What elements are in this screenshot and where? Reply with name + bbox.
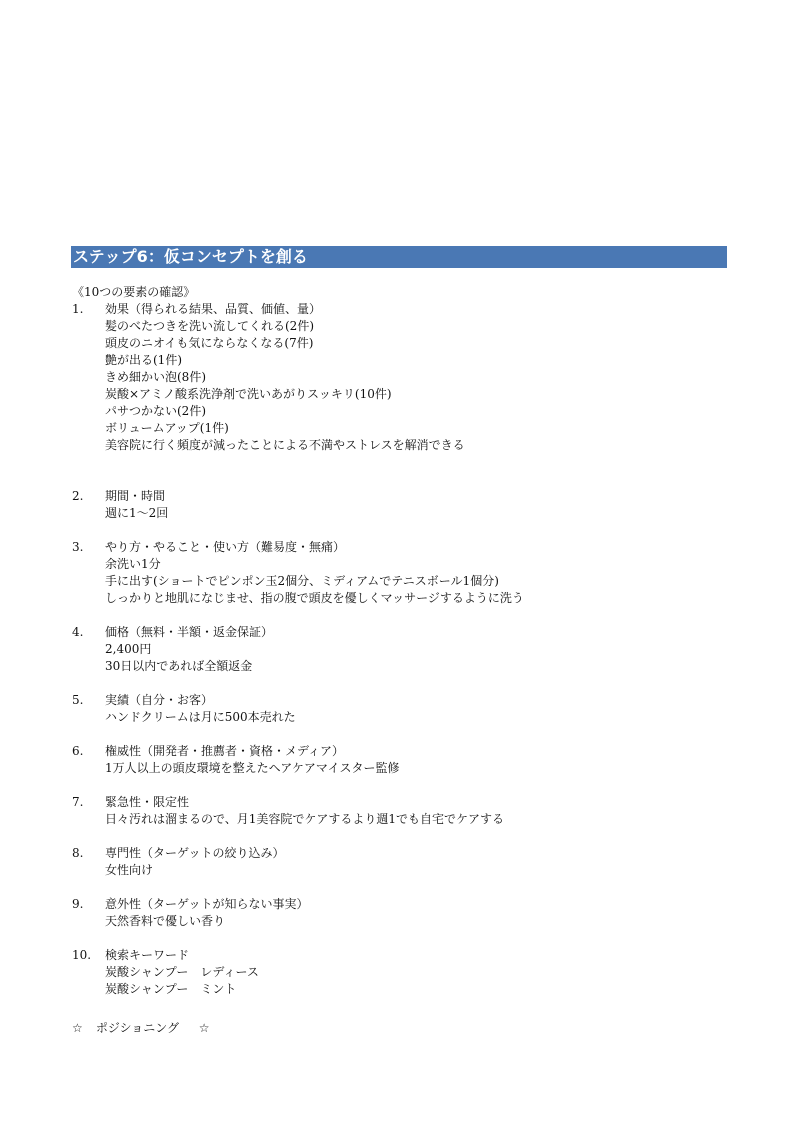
list-item <box>72 794 752 828</box>
item-number: 8. <box>72 846 84 860</box>
item-title: 実績（自分・お客） <box>105 693 214 707</box>
item-line: 炭酸シャンプー レディース <box>105 965 259 979</box>
item-line: 頭皮のニオイも気にならなくなる(7件) <box>105 336 314 350</box>
item-number: 4. <box>72 625 84 639</box>
item-title: 検索キーワード <box>105 948 190 962</box>
item-number: 6. <box>72 744 84 758</box>
item-line: 1万人以上の頭皮環境を整えたヘアケアマイスター監修 <box>105 761 400 775</box>
list-item <box>72 692 752 726</box>
list-item <box>72 488 752 522</box>
item-line: 2,400円 <box>105 642 152 656</box>
item-line: 30日以内であれば全額返金 <box>105 659 253 673</box>
item-line: 炭酸×アミノ酸系洗浄剤で洗いあがりスッキリ(10件) <box>105 387 392 401</box>
item-line: 天然香料で優しい香り <box>105 914 226 928</box>
item-number: 7. <box>72 795 84 809</box>
item-line: 週に1～2回 <box>105 506 169 520</box>
item-title: 権威性（開発者・推薦者・資格・メディア） <box>105 744 345 758</box>
item-title: やり方・やること・使い方（難易度・無痛） <box>105 540 346 554</box>
star-icon: ☆ <box>198 1021 210 1035</box>
item-number: 9. <box>72 897 84 911</box>
list-item <box>72 301 752 454</box>
list-item <box>72 624 752 675</box>
item-line: ハンドクリームは月に500本売れた <box>105 710 296 724</box>
item-title: 専門性（ターゲットの絞り込み） <box>105 846 285 860</box>
item-number: 1. <box>72 302 84 316</box>
item-title: 価格（無料・半額・返金保証） <box>105 625 274 639</box>
item-line: 余洗い1分 <box>105 557 161 571</box>
item-line: 炭酸シャンプー ミント <box>105 982 237 996</box>
item-line: きめ細かい泡(8件) <box>105 370 206 384</box>
element-list <box>72 301 752 998</box>
item-number: 3. <box>72 540 84 554</box>
item-line: 女性向け <box>105 863 154 877</box>
star-icon: ☆ <box>72 1021 83 1035</box>
item-number: 5. <box>72 693 84 707</box>
positioning-heading <box>72 1020 209 1037</box>
item-line: ボリュームアップ(1件) <box>105 421 229 435</box>
item-number: 2. <box>72 489 84 503</box>
item-number: 10. <box>72 948 92 962</box>
item-line: 艶が出る(1件) <box>105 353 182 367</box>
list-item <box>72 539 752 607</box>
list-item <box>72 896 752 930</box>
item-line: しっかりと地肌になじませ、指の腹で頭皮を優しくマッサージするように洗う <box>105 591 524 605</box>
item-line: 日々汚れは溜まるので、月1美容院でケアするより週1でも自宅でケアする <box>105 812 505 826</box>
positioning-label: ポジショニング <box>95 1021 180 1035</box>
item-title: 緊急性・限定性 <box>105 795 190 809</box>
list-item <box>72 845 752 879</box>
item-line: 髪のべたつきを洗い流してくれる(2件) <box>105 319 314 333</box>
item-title: 効果（得られる結果、品質、価値、量） <box>105 302 322 316</box>
section-subheading: 《10つの要素の確認》 <box>72 285 196 299</box>
item-line: 手に出す(ショートでピンポン玉2個分、ミディアムでテニスボール1個分) <box>105 574 499 588</box>
item-title: 期間・時間 <box>105 489 166 503</box>
item-line: 美容院に行く頻度が減ったことによる不満やストレスを解消できる <box>105 438 465 452</box>
step-banner: ステップ6：仮コンセプトを創る <box>71 246 727 268</box>
list-item <box>72 743 752 777</box>
list-item <box>72 947 752 998</box>
item-title: 意外性（ターゲットが知らない事実） <box>105 897 309 911</box>
item-line: パサつかない(2件) <box>105 404 206 418</box>
